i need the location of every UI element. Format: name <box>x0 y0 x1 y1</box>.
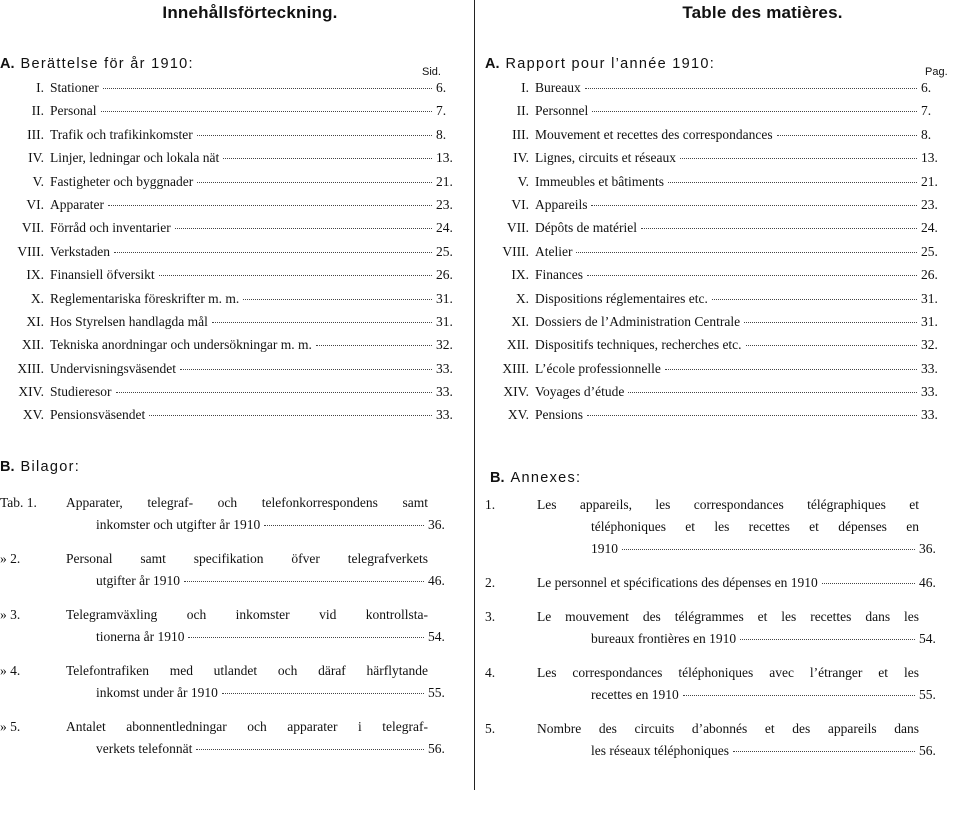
dot-leader <box>683 695 915 696</box>
annex-text: 1910 <box>591 541 618 556</box>
annex-number: » 5. <box>0 719 21 734</box>
entry-number: I. <box>36 80 44 95</box>
toc-entry <box>485 361 955 384</box>
annex-text: téléphoniques et les recettes et dépenses en <box>591 519 919 534</box>
entry-page: 7. <box>436 103 447 119</box>
dot-leader <box>212 322 432 323</box>
entry-page: 31. <box>921 313 938 329</box>
entry-label: Reglementariska föreskrifter m. m. <box>50 290 240 306</box>
entry-label: Personnel <box>535 103 589 119</box>
entry-label: Dépôts de matériel <box>535 220 637 236</box>
dot-leader <box>222 693 424 694</box>
annex-text: Les appareils, les correspondances télégraphiques et <box>537 497 919 512</box>
entry-label: Förråd och inventarier <box>50 220 171 236</box>
entry-page: 32. <box>921 337 938 353</box>
entry-label: Dispositifs techniques, recherches etc. <box>535 337 742 353</box>
entry-page: 32. <box>436 337 453 353</box>
entry-label: Bureaux <box>535 80 581 95</box>
page-title-french: Table des matières. <box>682 3 843 22</box>
entry-label: Verkstaden <box>50 243 110 259</box>
toc-entry <box>0 220 470 243</box>
toc-entry <box>0 361 470 384</box>
annex-entry <box>0 607 462 651</box>
entry-number: IX. <box>511 267 529 283</box>
entry-page: 25. <box>921 243 938 259</box>
annex-page: 54. <box>919 631 936 646</box>
toc-entry <box>485 314 955 337</box>
toc-entry <box>0 103 470 126</box>
annex-text: Les correspondances téléphoniques avec l’étranger et les <box>537 665 919 680</box>
dot-leader <box>180 369 432 370</box>
swedish-column <box>0 0 470 831</box>
entry-number: II. <box>516 103 529 119</box>
entry-label: Pensions <box>535 407 584 423</box>
annex-line <box>485 541 953 563</box>
toc-entry <box>0 150 470 173</box>
annex-number: Tab. 1. <box>0 495 37 510</box>
annex-entry <box>0 663 462 707</box>
entry-page: 8. <box>921 126 932 142</box>
entry-label: Tekniska anordningar och undersökningar m. m. <box>50 337 312 353</box>
entry-number: IV. <box>513 150 529 166</box>
entry-page: 33. <box>921 360 938 376</box>
dot-leader <box>587 415 917 416</box>
annex-line <box>0 629 462 651</box>
entry-number: XI. <box>511 313 529 329</box>
dot-leader <box>641 228 917 229</box>
toc-entry <box>0 314 470 337</box>
entry-page: 31. <box>436 290 453 306</box>
dot-leader <box>628 392 917 393</box>
entry-page: 33. <box>436 360 453 376</box>
entry-number: XII. <box>506 337 529 353</box>
section-title: Bilagor: <box>20 459 81 475</box>
entry-number: XIV. <box>18 384 44 400</box>
entry-number: XII. <box>21 337 44 353</box>
entry-label: Immeubles et bâtiments <box>535 173 664 189</box>
annex-line <box>0 495 462 517</box>
toc-entry <box>0 197 470 220</box>
dot-leader <box>149 415 432 416</box>
annex-page: 46. <box>428 573 445 588</box>
annex-entry <box>0 719 462 763</box>
entry-number: VII. <box>506 220 529 236</box>
dot-leader <box>740 639 915 640</box>
dot-leader <box>197 182 432 183</box>
entry-page: 23. <box>921 196 938 212</box>
annex-text: Le mouvement des télégrammes et les recettes dans les <box>537 609 919 624</box>
annex-line <box>0 551 462 573</box>
section-letter: B. <box>490 470 505 486</box>
dot-leader <box>197 135 432 136</box>
dot-leader <box>680 158 917 159</box>
dot-leader <box>733 751 915 752</box>
dot-leader <box>223 158 432 159</box>
toc-entry <box>0 244 470 267</box>
dot-leader <box>587 275 917 276</box>
entry-page: 33. <box>436 384 453 400</box>
toc-entry <box>485 127 955 150</box>
annex-page: 54. <box>428 629 445 644</box>
dot-leader <box>777 135 917 136</box>
section-title: Berättelse för år 1910: <box>20 56 194 72</box>
dot-leader <box>665 369 917 370</box>
annex-text: tionerna år 1910 <box>96 629 185 644</box>
annex-entry <box>0 551 462 595</box>
dot-leader <box>108 205 432 206</box>
dot-leader <box>196 749 424 750</box>
entry-label: Finansiell öfversikt <box>50 267 155 283</box>
section-title: Annexes: <box>510 470 582 486</box>
entry-label: Stationer <box>50 80 99 95</box>
entry-number: X. <box>515 290 529 306</box>
entry-page: 26. <box>436 267 453 283</box>
entry-label: Appareils <box>535 196 588 212</box>
entry-page: 25. <box>436 243 453 259</box>
entry-number: III. <box>27 126 44 142</box>
entry-label: Atelier <box>535 243 573 259</box>
dot-leader <box>592 111 917 112</box>
entry-number: XIII. <box>17 360 44 376</box>
entry-number: VIII. <box>502 243 529 259</box>
toc-entry <box>485 291 955 314</box>
toc-entry <box>485 80 955 103</box>
dot-leader <box>712 299 917 300</box>
annex-number: 2. <box>485 575 496 590</box>
annex-list-swedish <box>0 495 462 775</box>
entry-label: Mouvement et recettes des correspondances <box>535 126 773 142</box>
entry-label: Undervisningsväsendet <box>50 360 176 376</box>
toc-entry <box>485 150 955 173</box>
entry-label: L’école professionnelle <box>535 360 661 376</box>
dot-leader <box>622 549 915 550</box>
entry-number: XIV. <box>503 384 529 400</box>
dot-leader <box>746 345 917 346</box>
annex-line <box>485 721 953 743</box>
entry-number: X. <box>30 290 44 306</box>
annex-number: 5. <box>485 721 496 736</box>
annex-page: 36. <box>428 517 445 532</box>
annex-page: 56. <box>919 743 936 758</box>
annex-text: les réseaux téléphoniques <box>591 743 729 758</box>
entry-page: 26. <box>921 267 938 283</box>
dot-leader <box>576 252 917 253</box>
annex-line <box>485 519 953 541</box>
toc-entry <box>0 80 470 103</box>
annex-text: Telegramväxling och inkomster vid kontrollsta- <box>66 607 428 622</box>
entry-label: Voyages d’étude <box>535 384 625 400</box>
dot-leader <box>668 182 917 183</box>
annex-line <box>0 719 462 741</box>
annex-line <box>485 631 953 653</box>
section-letter: B. <box>0 459 15 475</box>
entry-page: 24. <box>921 220 938 236</box>
dot-leader <box>116 392 433 393</box>
section-letter: A. <box>485 56 500 72</box>
toc-entry <box>485 267 955 290</box>
entry-page: 13. <box>921 150 938 166</box>
dot-leader <box>103 88 432 89</box>
entry-page: 21. <box>436 173 453 189</box>
annex-line <box>485 609 953 631</box>
annex-line <box>0 607 462 629</box>
dot-leader <box>744 322 917 323</box>
annex-number: » 2. <box>0 551 21 566</box>
entry-page: 6. <box>921 80 932 95</box>
annex-entry <box>485 721 953 765</box>
annex-entry <box>0 495 462 539</box>
annex-line <box>0 663 462 685</box>
toc-entry <box>0 127 470 150</box>
toc-entry <box>485 103 955 126</box>
entry-label: Pensionsväsendet <box>50 407 146 423</box>
annex-page: 55. <box>428 685 445 700</box>
entry-page: 31. <box>436 313 453 329</box>
entry-label: Fastigheter och byggnader <box>50 173 194 189</box>
entry-label: Dossiers de l’Administration Centrale <box>535 313 741 329</box>
dot-leader <box>159 275 432 276</box>
annex-line <box>485 497 953 519</box>
section-b-heading-french <box>490 470 581 486</box>
annex-text: recettes en 1910 <box>591 687 679 702</box>
annex-text: Apparater, telegraf- och telefonkorrespondens samt <box>66 495 428 510</box>
entry-number: II. <box>31 103 44 119</box>
entry-page: 33. <box>436 407 453 423</box>
toc-entry <box>485 220 955 243</box>
entry-number: V. <box>517 173 529 189</box>
annex-text: bureaux frontières en 1910 <box>591 631 737 646</box>
entry-label: Dispositions réglementaires etc. <box>535 290 708 306</box>
entry-page: 13. <box>436 150 453 166</box>
entry-label: Studieresor <box>50 384 112 400</box>
entry-number: XI. <box>26 313 44 329</box>
annex-list-french <box>485 497 953 777</box>
page-title-swedish: Innehållsförteckning. <box>162 3 338 22</box>
entry-label: Apparater <box>50 196 104 212</box>
toc-entry <box>0 337 470 360</box>
annex-entry <box>485 609 953 653</box>
entry-page: 33. <box>921 407 938 423</box>
section-a-heading-french <box>485 56 715 72</box>
annex-page: 56. <box>428 741 445 756</box>
section-letter: A. <box>0 56 15 72</box>
entry-page: 7. <box>921 103 932 119</box>
annex-text: inkomst under år 1910 <box>96 685 218 700</box>
toc-entry <box>485 337 955 360</box>
column-divider <box>474 0 475 790</box>
annex-line <box>0 573 462 595</box>
page-column-header: Sid. <box>422 66 441 78</box>
toc-entry <box>0 267 470 290</box>
entry-page: 24. <box>436 220 453 236</box>
entry-page: 33. <box>921 384 938 400</box>
annex-text: verkets telefonnät <box>96 741 193 756</box>
annex-number: » 3. <box>0 607 21 622</box>
entry-number: IX. <box>26 267 44 283</box>
contents-list-french <box>485 80 955 431</box>
toc-entry <box>0 407 470 430</box>
annex-page: 46. <box>919 575 936 590</box>
entry-label: Trafik och trafikinkomster <box>50 126 193 142</box>
section-title: Rapport pour l’année 1910: <box>505 56 716 72</box>
dot-leader <box>114 252 432 253</box>
entry-page: 8. <box>436 126 447 142</box>
section-b-heading-swedish <box>0 459 80 475</box>
french-column <box>485 0 960 831</box>
annex-page: 36. <box>919 541 936 556</box>
entry-label: Finances <box>535 267 583 283</box>
annex-page: 55. <box>919 687 936 702</box>
annex-text: Nombre des circuits d’abonnés et des appareils dans <box>537 721 919 736</box>
entry-label: Linjer, ledningar och lokala nät <box>50 150 220 166</box>
entry-number: III. <box>512 126 529 142</box>
toc-entry <box>0 291 470 314</box>
annex-entry <box>485 665 953 709</box>
annex-text: Personal samt specifikation öfver telegrafverkets <box>66 551 428 566</box>
entry-number: VI. <box>511 196 529 212</box>
toc-entry <box>485 407 955 430</box>
entry-page: 23. <box>436 196 453 212</box>
entry-page: 31. <box>921 290 938 306</box>
toc-entry <box>0 384 470 407</box>
dot-leader <box>591 205 917 206</box>
annex-line <box>0 741 462 763</box>
entry-number: V. <box>32 173 44 189</box>
annex-number: 4. <box>485 665 496 680</box>
dot-leader <box>264 525 424 526</box>
annex-text: inkomster och utgifter år 1910 <box>96 517 261 532</box>
entry-number: VII. <box>21 220 44 236</box>
annex-text: Le personnel et spécifications des dépenses en 1910 <box>537 575 818 590</box>
entry-number: VIII. <box>17 243 44 259</box>
annex-text: Telefontrafiken med utlandet och däraf härflytande <box>66 663 428 678</box>
annex-number: » 4. <box>0 663 21 678</box>
contents-list-swedish <box>0 80 470 431</box>
entry-number: VI. <box>26 196 44 212</box>
section-a-heading-swedish <box>0 56 194 72</box>
annex-number: 1. <box>485 497 496 512</box>
entry-label: Lignes, circuits et réseaux <box>535 150 676 166</box>
page-column-header: Pag. <box>925 66 948 78</box>
toc-entry <box>485 384 955 407</box>
annex-line <box>485 687 953 709</box>
annex-line <box>485 743 953 765</box>
annex-number: 3. <box>485 609 496 624</box>
toc-entry <box>485 244 955 267</box>
dot-leader <box>585 88 917 89</box>
toc-entry <box>485 197 955 220</box>
dot-leader <box>175 228 432 229</box>
entry-label: Personal <box>50 103 97 119</box>
entry-number: IV. <box>28 150 44 166</box>
dot-leader <box>184 581 424 582</box>
entry-number: XV. <box>22 407 44 423</box>
entry-page: 21. <box>921 173 938 189</box>
toc-entry <box>485 174 955 197</box>
dot-leader <box>188 637 424 638</box>
entry-label: Hos Styrelsen handlagda mål <box>50 313 208 329</box>
annex-line <box>0 517 462 539</box>
entry-page: 6. <box>436 80 447 95</box>
entry-number: I. <box>521 80 529 95</box>
annex-text: utgifter år 1910 <box>96 573 180 588</box>
annex-line <box>485 665 953 687</box>
dot-leader <box>822 583 915 584</box>
entry-number: XIII. <box>502 360 529 376</box>
entry-number: XV. <box>507 407 529 423</box>
annex-text: Antalet abonnentledningar och apparater i telegraf- <box>66 719 428 734</box>
annex-line <box>485 575 953 597</box>
annex-line <box>0 685 462 707</box>
dot-leader <box>101 111 433 112</box>
dot-leader <box>243 299 432 300</box>
annex-entry <box>485 575 953 597</box>
annex-entry <box>485 497 953 563</box>
dot-leader <box>316 345 432 346</box>
toc-entry <box>0 174 470 197</box>
